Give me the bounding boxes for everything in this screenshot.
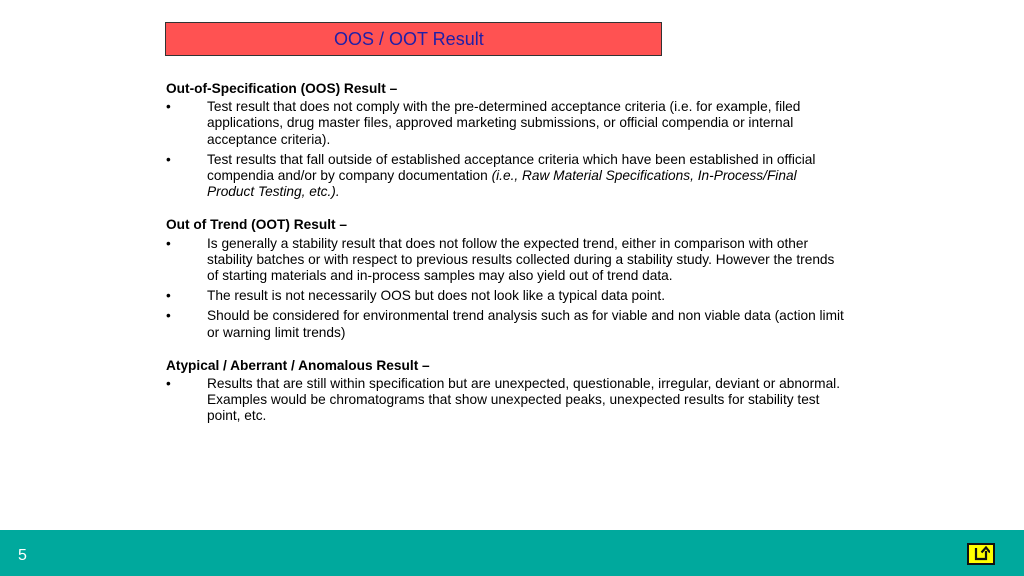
return-arrow-icon [972, 546, 990, 562]
oot-bullet-list [166, 236, 846, 341]
atypical-bullet-list [166, 376, 846, 425]
bullet-italic-text: (i.e., Raw Material Specifications, In-Process/Final Product Testing, etc.). [207, 168, 797, 200]
list-item [166, 288, 846, 304]
bullet-point: • [166, 151, 171, 167]
list-item [166, 152, 846, 201]
page-number: 5 [18, 547, 27, 564]
oos-heading: Out-of-Specification (OOS) Result – [166, 81, 398, 96]
list-item [166, 99, 846, 148]
bullet-text: Is generally a stability result that does not follow the expected trend, either in comparison with other stability batches or with respect to previous results collected during a stability study. However the trends of starting materials and in-process samples may also yield out of trend data. [207, 235, 835, 284]
atypical-heading: Atypical / Aberrant / Anomalous Result – [166, 357, 430, 373]
bullet-text: Test result that does not comply with the pre-determined acceptance criteria (i.e. for example, filed applications, drug master files, approved marketing submissions, or official compendia or internal acceptance criteria). [207, 99, 801, 147]
bullet-point: • [166, 288, 171, 304]
slide-content [166, 81, 846, 442]
bullet-text: Test results that fall outside of established acceptance criteria which have been established in official compendia and/or by company documentation [207, 151, 816, 184]
oos-section [166, 81, 846, 200]
bullet-point: • [166, 308, 171, 324]
list-item [166, 376, 846, 425]
oot-section [166, 217, 846, 340]
atypical-section [166, 358, 846, 425]
bullet-text: The result is not necessarily OOS but does not look like a typical data point. [207, 288, 666, 304]
bullet-point: • [166, 235, 171, 251]
bullet-point: • [166, 376, 171, 392]
bullet-text: Results that are still within specification but are unexpected, questionable, irregular, deviant or abnormal. Examples would be chromatograms that show unexpected peaks, unexpected results for stability test point, etc. [207, 376, 841, 424]
bullet-point: • [166, 99, 171, 115]
slide-title: OOS / OOT Result [334, 29, 484, 49]
footer-bar [0, 530, 1024, 576]
bullet-text: Should be considered for environmental trend analysis such as for viable and non viable data (action limit or warning limit trends) [207, 308, 844, 340]
return-button[interactable] [967, 543, 995, 565]
oot-heading: Out of Trend (OOT) Result – [166, 217, 347, 233]
list-item [166, 308, 846, 340]
list-item [166, 236, 846, 285]
oos-bullet-list [166, 99, 846, 200]
title-box [165, 22, 662, 56]
